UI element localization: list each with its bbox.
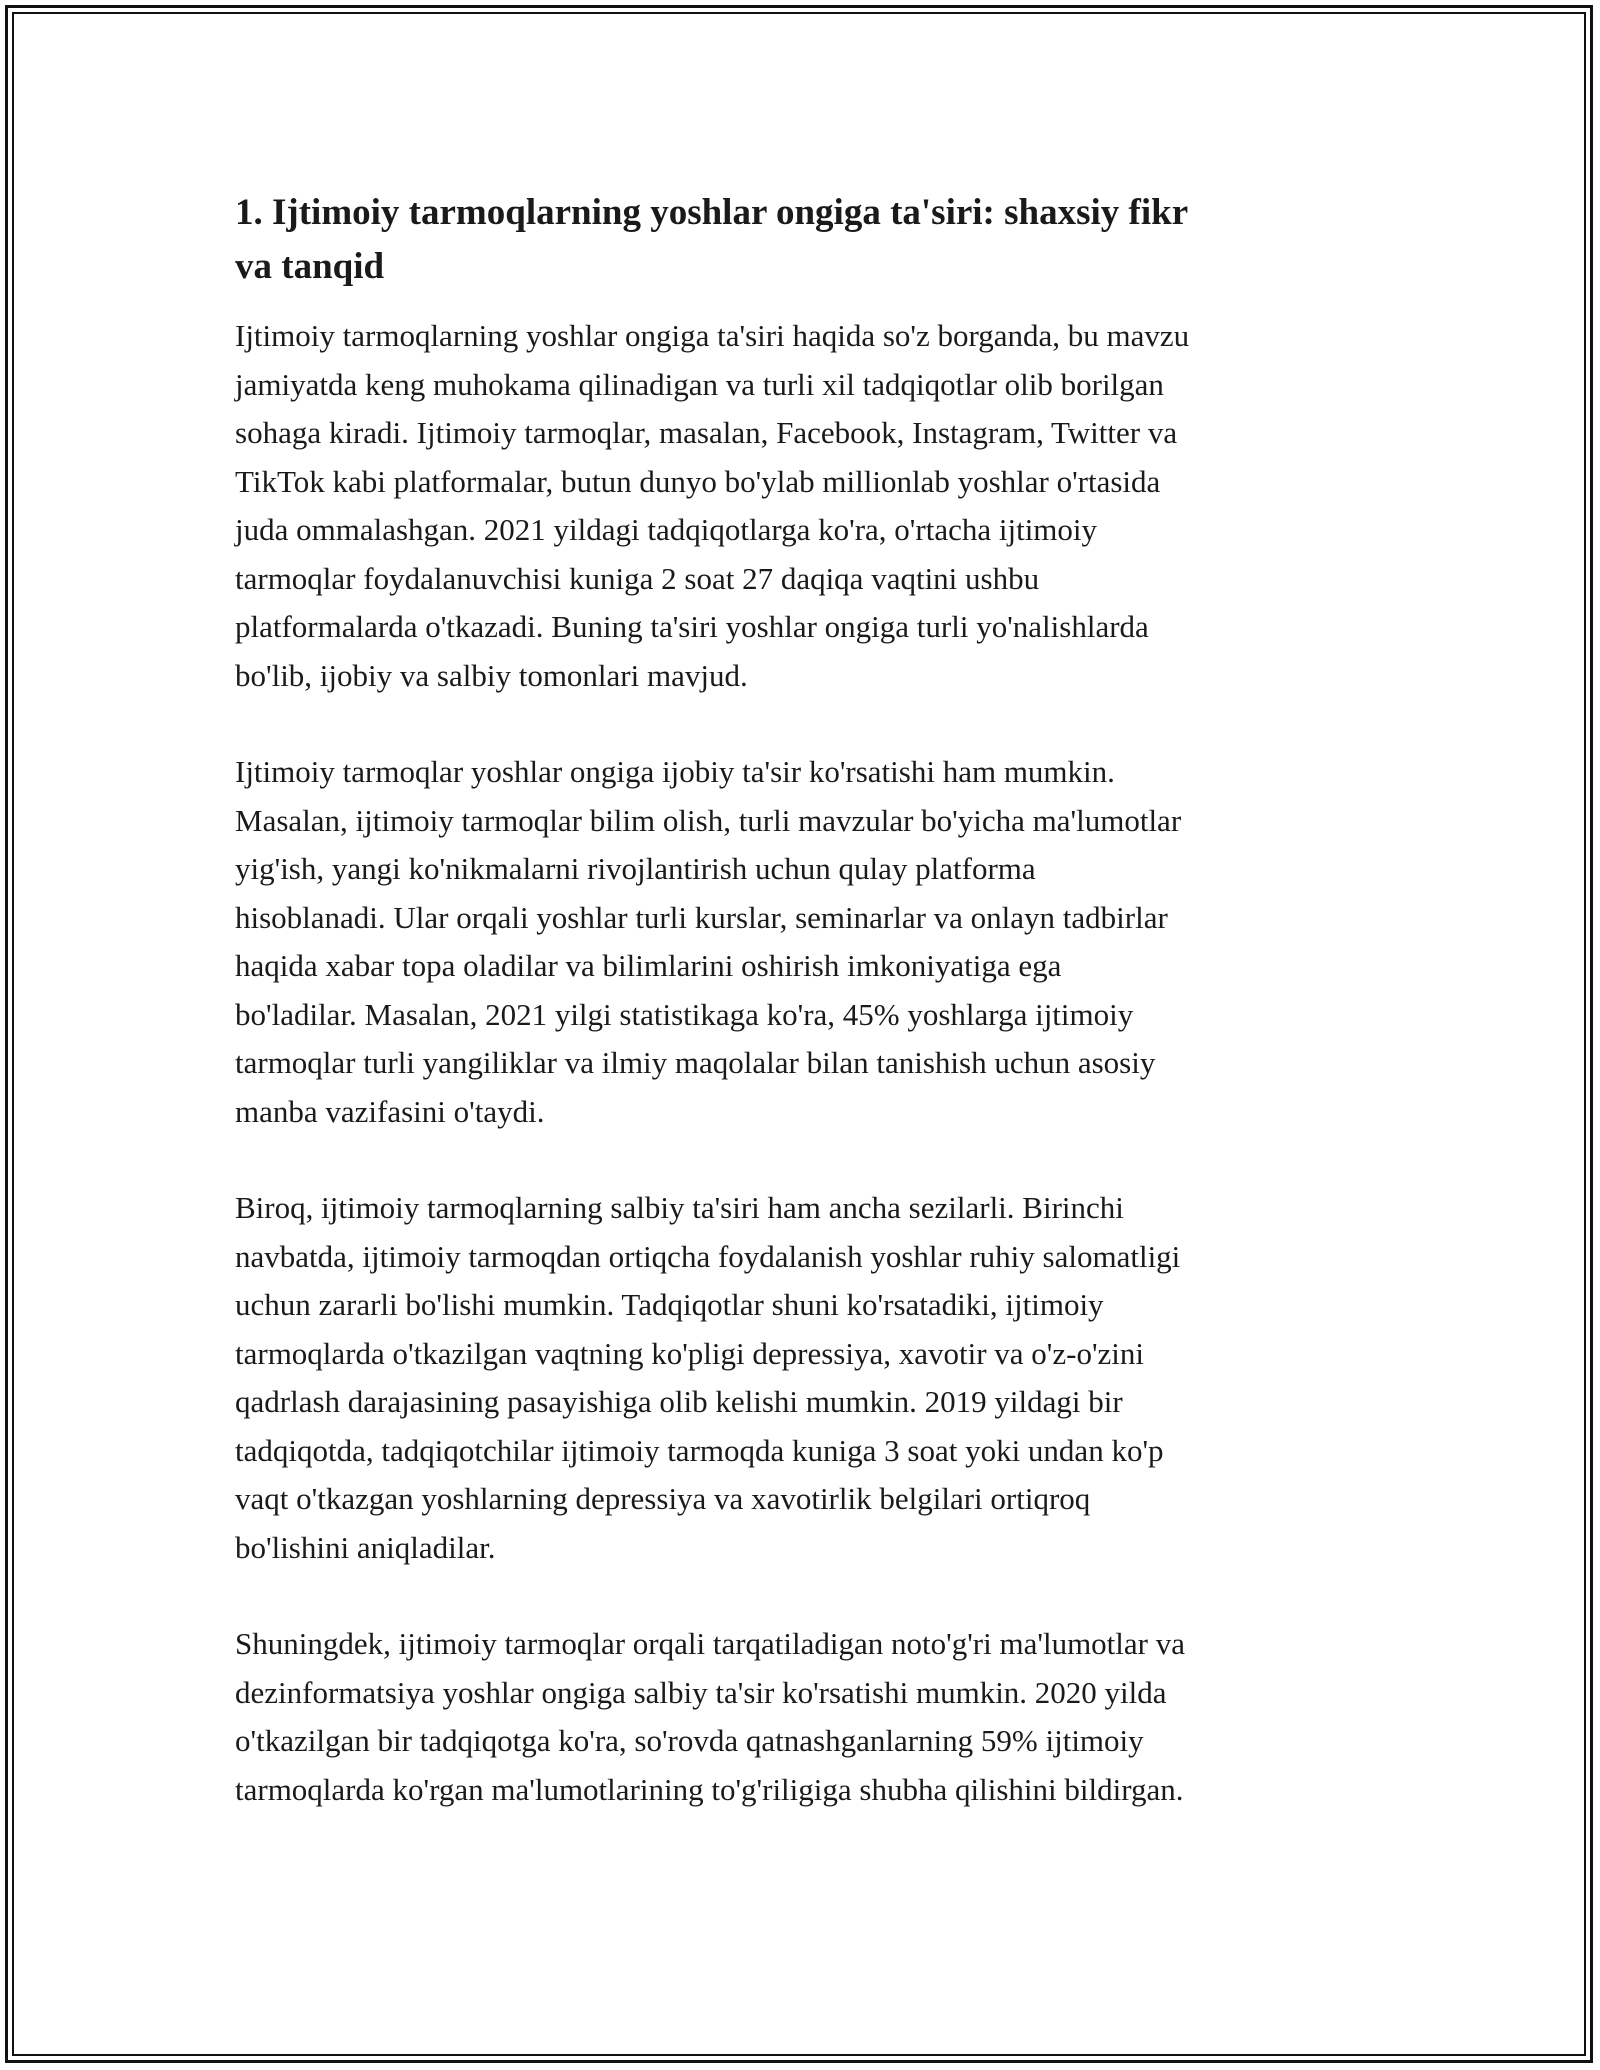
- text-line: manba vazifasini o'taydi.: [235, 1093, 545, 1129]
- text-line: qadrlash darajasining pasayishiga olib kelishi mumkin. 2019 yildagi bir: [235, 1384, 1123, 1419]
- title-line: va tanqid: [235, 246, 385, 287]
- paragraph-negative-impact: [235, 1184, 1395, 1572]
- text-line: yig'ish, yangi ko'nikmalarni rivojlantirish uchun qulay platforma: [235, 851, 1036, 886]
- text-line: sohaga kiradi. Ijtimoiy tarmoqlar, masalan, Facebook, Instagram, Twitter va: [235, 415, 1178, 450]
- text-line: bo'lishini aniqladilar.: [235, 1529, 496, 1565]
- text-line: Shuningdek, ijtimoiy tarmoqlar orqali tarqatiladigan noto'g'ri ma'lumotlar va: [235, 1626, 1185, 1661]
- text-line: o'tkazilgan bir tadqiqotga ko'ra, so'rovda qatnashganlarning 59% ijtimoiy: [235, 1723, 1144, 1758]
- paragraph-intro: [235, 312, 1395, 700]
- text-line: tarmoqlar foydalanuvchisi kuniga 2 soat 27 daqiqa vaqtini ushbu: [235, 560, 1040, 596]
- text-line: hisoblanadi. Ular orqali yoshlar turli kurslar, seminarlar va onlayn tadbirlar: [235, 899, 1168, 935]
- section-title: [235, 186, 1395, 294]
- text-line: Masalan, ijtimoiy tarmoqlar bilim olish, turli mavzular bo'yicha ma'lumotlar: [235, 802, 1182, 838]
- text-line: Ijtimoiy tarmoqlarning yoshlar ongiga ta'siri haqida so'z borganda, bu mavzu: [235, 318, 1190, 353]
- text-line: tarmoqlarda ko'rgan ma'lumotlarining to'g'riligiga shubha qilishini bildirgan.: [235, 1771, 1184, 1807]
- text-line: vaqt o'tkazgan yoshlarning depressiya va xavotirlik belgilari ortiqroq: [235, 1481, 1091, 1516]
- text-line: uchun zararli bo'lishi mumkin. Tadqiqotlar shuni ko'rsatadiki, ijtimoiy: [235, 1287, 1104, 1322]
- text-line: TikTok kabi platformalar, butun dunyo bo'ylab millionlab yoshlar o'rtasida: [235, 463, 1161, 499]
- text-line: tadqiqotda, tadqiqotchilar ijtimoiy tarmoqda kuniga 3 soat yoki undan ko'p: [235, 1432, 1164, 1468]
- text-line: Ijtimoiy tarmoqlar yoshlar ongiga ijobiy ta'sir ko'rsatishi ham mumkin.: [235, 754, 1115, 789]
- document-page: [235, 186, 1395, 1814]
- text-line: jamiyatda keng muhokama qilinadigan va turli xil tadqiqotlar olib borilgan: [235, 366, 1164, 402]
- text-line: bo'lib, ijobiy va salbiy tomonlari mavjud.: [235, 657, 748, 693]
- text-line: bo'ladilar. Masalan, 2021 yilgi statistikaga ko'ra, 45% yoshlarga ijtimoiy: [235, 996, 1134, 1032]
- text-line: dezinformatsiya yoshlar ongiga salbiy ta'sir ko'rsatishi mumkin. 2020 yilda: [235, 1674, 1167, 1710]
- text-line: tarmoqlarda o'tkazilgan vaqtning ko'pligi depressiya, xavotir va o'z-o'zini: [235, 1335, 1145, 1371]
- text-line: haqida xabar topa oladilar va bilimlarini oshirish imkoniyatiga ega: [235, 948, 1062, 983]
- paragraph-misinformation: [235, 1620, 1395, 1814]
- text-line: navbatda, ijtimoiy tarmoqdan ortiqcha foydalanish yoshlar ruhiy salomatligi: [235, 1238, 1181, 1274]
- text-line: Biroq, ijtimoiy tarmoqlarning salbiy ta'siri ham ancha sezilarli. Birinchi: [235, 1190, 1124, 1225]
- text-line: platformalarda o'tkazadi. Buning ta'siri yoshlar ongiga turli yo'nalishlarda: [235, 609, 1149, 644]
- text-line: tarmoqlar turli yangiliklar va ilmiy maqolalar bilan tanishish uchun asosiy: [235, 1045, 1156, 1080]
- text-line: juda ommalashgan. 2021 yildagi tadqiqotlarga ko'ra, o'rtacha ijtimoiy: [235, 512, 1098, 547]
- title-line: 1. Ijtimoiy tarmoqlarning yoshlar ongiga ta'siri: shaxsiy fikr: [235, 192, 1189, 233]
- paragraph-positive-impact: [235, 748, 1395, 1136]
